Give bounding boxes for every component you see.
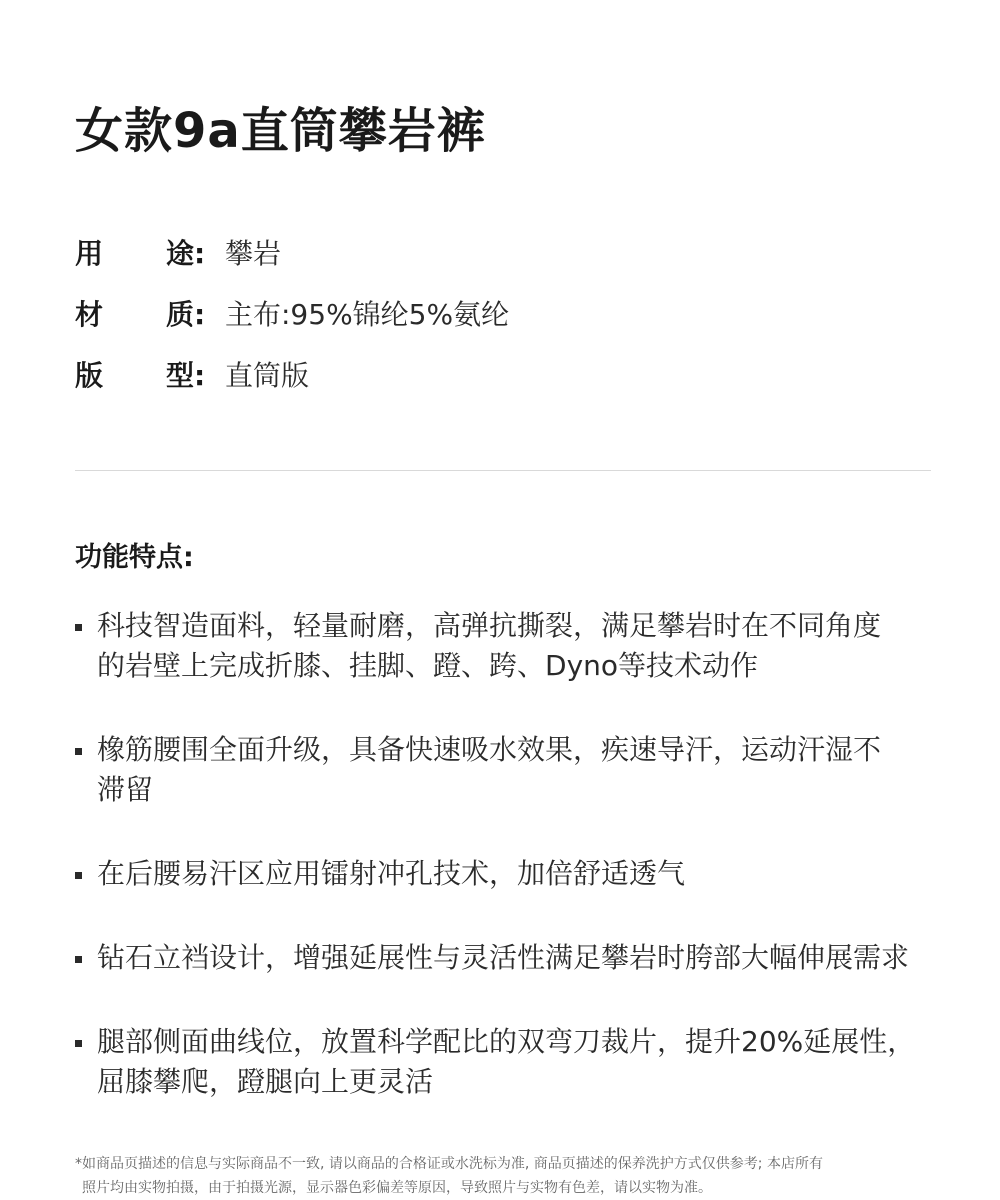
spec-key-fit-1: 版 — [75, 359, 104, 392]
footnote-line: *如商品页描述的信息与实际商品不一致, 请以商品的合格证或水洗标为准, 商品页描述的保养洗护方式仅供参考; 本店所有 — [75, 1156, 823, 1172]
feature-text-line: 钻石立裆设计，增强延展性与灵活性满足攀岩时胯部大幅伸展需求 — [97, 941, 910, 974]
feature-text-line: 滞留 — [97, 773, 154, 806]
features-heading: 功能特点: — [75, 542, 194, 573]
feature-text-line: 的岩壁上完成折膝、挂脚、蹬、跨、Dyno等技术动作 — [97, 649, 759, 682]
bullet-icon — [75, 872, 82, 879]
feature-text-line: 屈膝攀爬，蹬腿向上更灵活 — [97, 1065, 434, 1098]
feature-text-line: 科技智造面料，轻量耐磨，高弹抗撕裂，满足攀岩时在不同角度 — [97, 609, 882, 642]
spec-key-usage-1: 用 — [75, 237, 104, 270]
spec-key-fit-2: 型: — [166, 359, 206, 392]
spec-key-usage-2: 途: — [166, 237, 206, 270]
feature-text-line: 在后腰易汗区应用镭射冲孔技术，加倍舒适透气 — [97, 857, 686, 890]
spec-key-material-1: 材 — [75, 298, 104, 331]
spec-value-fit: 直筒版 — [225, 359, 310, 392]
spec-key-material-2: 质: — [166, 298, 206, 331]
feature-text-line: 腿部侧面曲线位，放置科学配比的双弯刀裁片，提升20%延展性， — [97, 1025, 916, 1058]
footnote-line: 照片均由实物拍摄，由于拍摄光源，显示器色彩偏差等原因，导致照片与实物有色差，请以实物为准。 — [82, 1180, 712, 1196]
spec-value-usage: 攀岩 — [225, 237, 282, 270]
feature-text-line: 橡筋腰围全面升级，具备快速吸水效果，疾速导汗，运动汗湿不 — [97, 733, 882, 766]
bullet-icon — [75, 1040, 82, 1047]
section-divider — [75, 470, 931, 471]
product-title: 女款9a直筒攀岩裤 — [75, 103, 486, 159]
spec-value-material: 主布:95%锦纶5%氨纶 — [225, 298, 510, 331]
bullet-icon — [75, 748, 82, 755]
bullet-icon — [75, 956, 82, 963]
bullet-icon — [75, 624, 82, 631]
disclaimer-footnote — [75, 1152, 955, 1200]
